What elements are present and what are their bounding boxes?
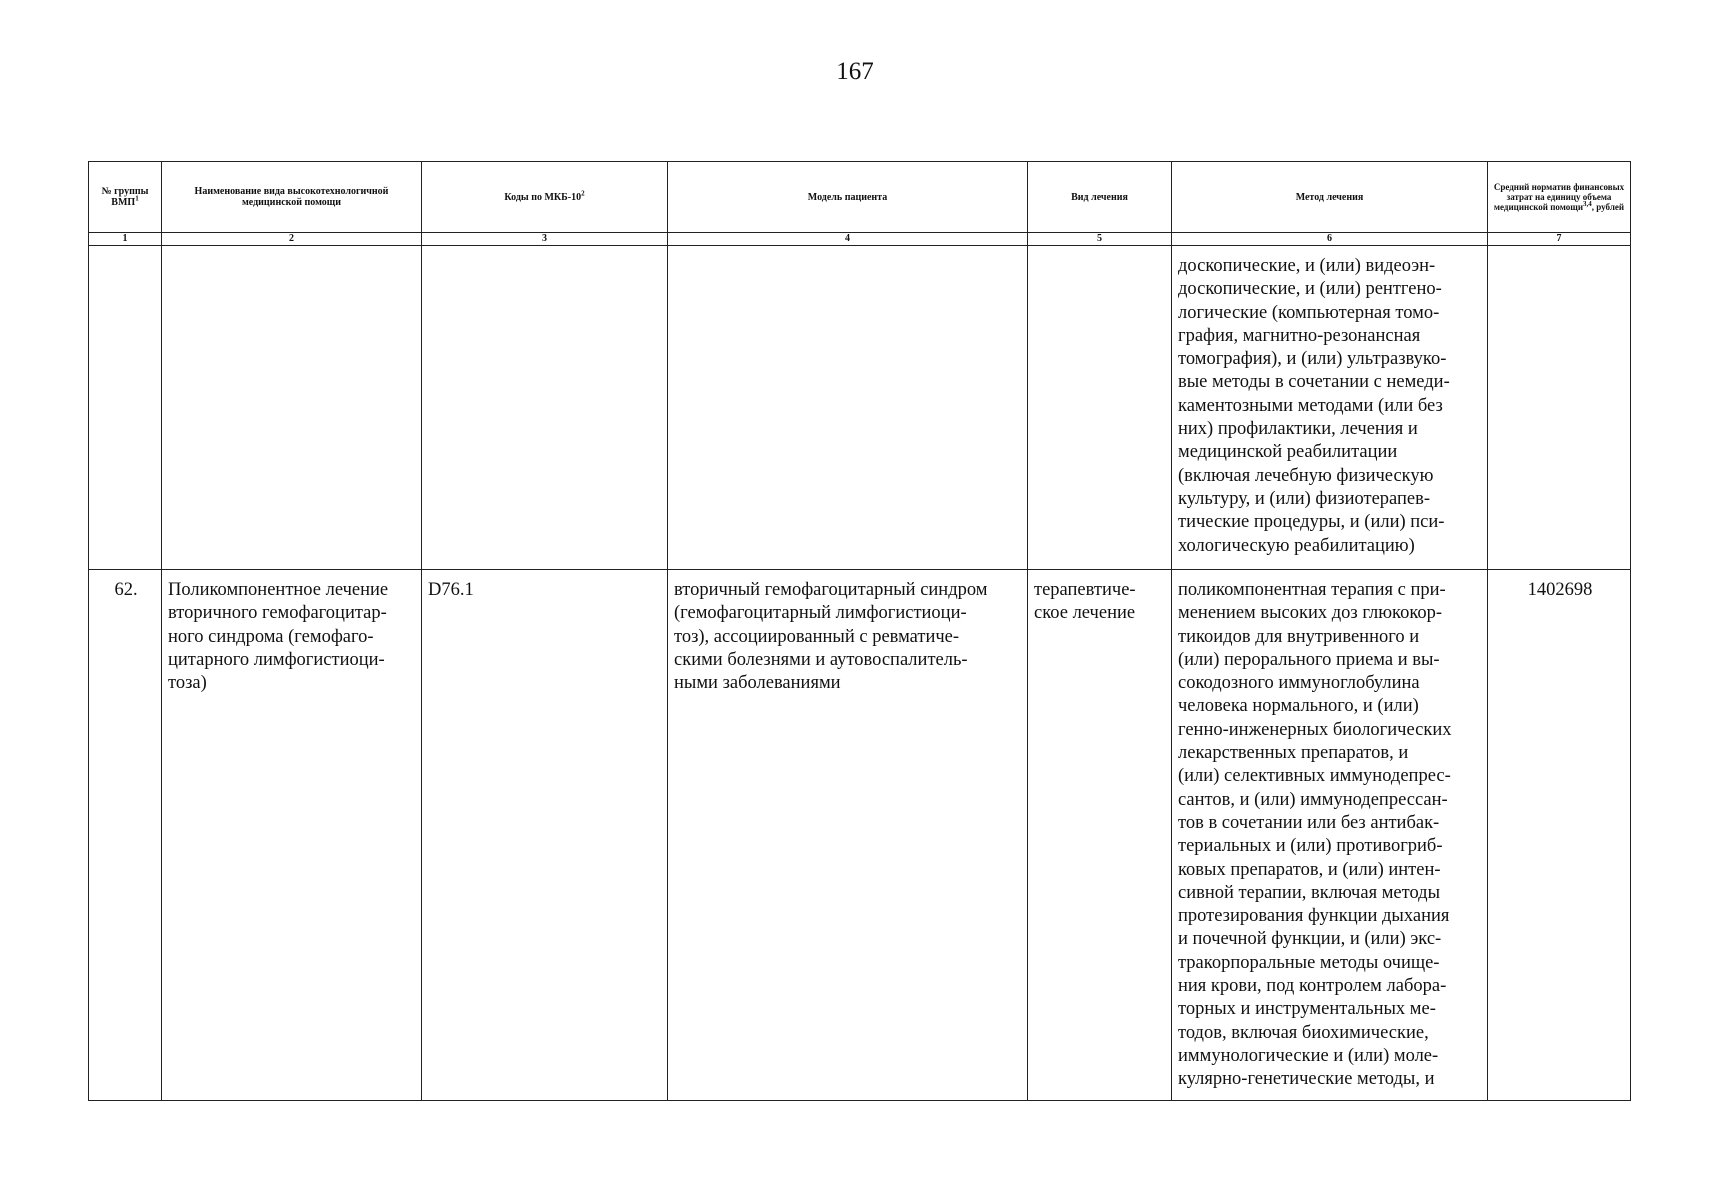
empty-cell [1488, 246, 1631, 570]
header-patient-model: Модель пациента [668, 162, 1028, 233]
method-text: поликомпонентная терапия с при- менением высоких доз глюкокор- тикоидов для внутривенного и (или) перорального приема и вы- сокодозного иммуноглобулина человека нормального, и (или) генно-инженерных биологических лекарственных препаратов, и (или) селективных иммунодепрес- сантов, и (или) иммунодепрессан- тов в сочетании или без антибак- териальных и (или) противогриб- ковых препаратов, и (или) интен- сивной терапии, включая методы протезирования функции дыхания и почечной функции, и (или) экс- тракорпоральные методы очище- ния крови, под контролем лабора- торных и инструментальных ме- тодов, включая биохимические, иммунологические и (или) моле- кулярно-генетические методы, и [1178, 580, 1452, 1090]
care-name-cell [162, 570, 422, 1101]
cost-value: 1402698 [1527, 580, 1593, 600]
method-text: доскопические, и (или) видеоэн- доскопические, и (или) рентгено- логические (компьютерная томо- графия, магнитно-резонансная томография), и (или) ультразвуко- вые методы в сочетании с немеди- каментозными методами (или без них) профилактики, лечения и медицинской реабилитации (включая лечебную физическую культуру, и (или) физиотерапев- тические процедуры, и (или) пси- хологическую реабилитацию) [1178, 256, 1450, 556]
icd-codes: D76.1 [428, 580, 474, 600]
icd-codes-cell [422, 570, 668, 1101]
column-number: 1 [89, 233, 162, 246]
column-number: 2 [162, 233, 422, 246]
cost-cell [1488, 570, 1631, 1101]
header-treatment-method: Метод лечения [1172, 162, 1488, 233]
column-number: 6 [1172, 233, 1488, 246]
table-row-continuation [89, 246, 1631, 570]
group-number: 62. [114, 580, 138, 600]
patient-model: вторичный гемофагоцитарный синдром (гемофагоцитарный лимфогистиоци- тоз), ассоциированный с ревматиче- скими болезнями и аутовоспалитель- ными заболеваниями [674, 580, 988, 694]
column-number: 4 [668, 233, 1028, 246]
column-number-row [89, 233, 1631, 246]
page-number: 167 [836, 58, 874, 85]
method-cell [1172, 246, 1488, 570]
column-number: 3 [422, 233, 668, 246]
vmp-table [88, 161, 1631, 1101]
empty-cell [89, 246, 162, 570]
patient-model-cell [668, 570, 1028, 1101]
column-number: 7 [1488, 233, 1631, 246]
treatment-type: терапевтиче- ское лечение [1034, 580, 1136, 624]
header-icd-codes: Коды по МКБ-$10^2$ [422, 162, 668, 233]
column-number: 5 [1028, 233, 1172, 246]
empty-cell [162, 246, 422, 570]
table-row-62 [89, 570, 1631, 1101]
header-care-type: Наименование вида высокотехнологичной медицинской помощи [162, 162, 422, 233]
header-treatment-type: Вид лечения [1028, 162, 1172, 233]
header-cost-norm: Средний норматив финансовых затрат на единицу объема медицинской помощи$^{3,4}$, рублей [1488, 162, 1631, 233]
header-row [89, 162, 1631, 233]
treatment-type-cell [1028, 570, 1172, 1101]
empty-cell [1028, 246, 1172, 570]
header-group-no: № группы ВМП$^1$ [89, 162, 162, 233]
care-name: Поликомпонентное лечение вторичного гемофагоцитар- ного синдрома (гемофаго- цитарного лимфогистиоци- тоза) [168, 580, 389, 694]
empty-cell [422, 246, 668, 570]
method-cell [1172, 570, 1488, 1101]
empty-cell [668, 246, 1028, 570]
group-number-cell [89, 570, 162, 1101]
